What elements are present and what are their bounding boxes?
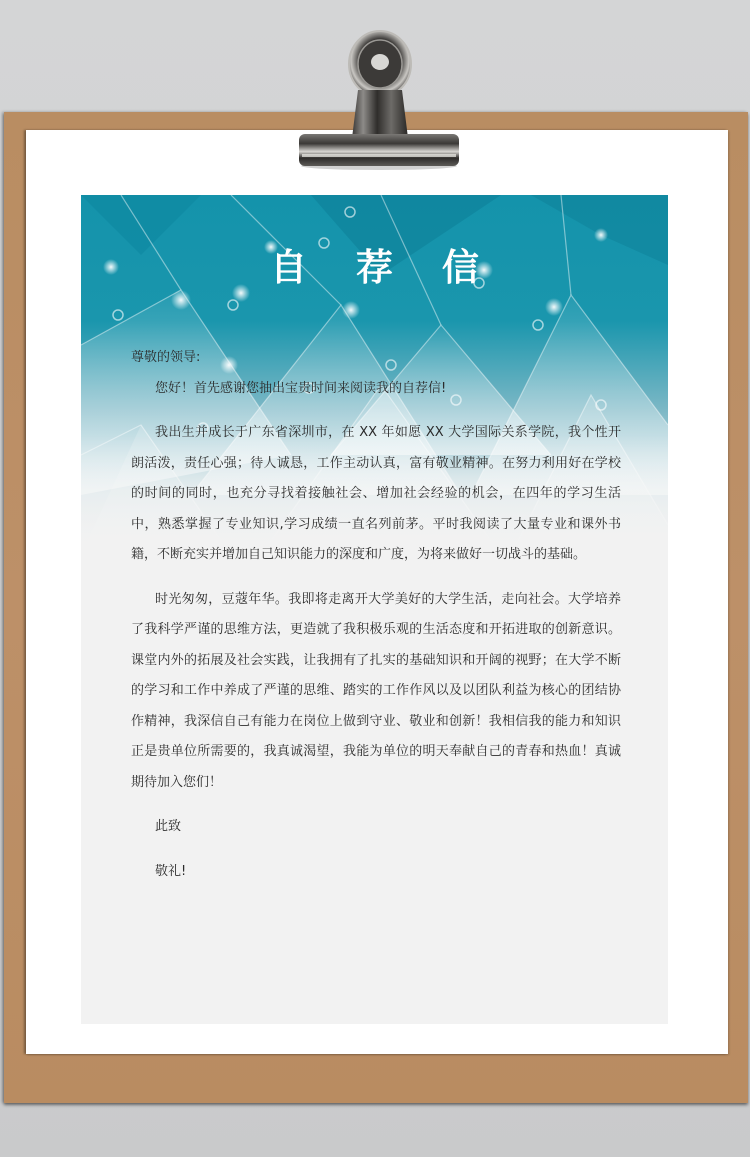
greeting: 您好！首先感谢您抽出宝贵时间来阅读我的自荐信!: [155, 380, 447, 396]
letter-body: [131, 343, 621, 887]
page-title: 自 荐 信: [270, 246, 497, 289]
paragraph-1: 我出生并成长于广东省深圳市，在 XX 年如愿 XX 大学国际关系学院，我个性开朗活泼，责任心强；待人诚恳，工作主动认真，富有敬业精神。在努力利用好在学校的时间的同时，也充分寻找着接触社会、增加社会经验的机会，在四年的学习生活中，熟悉掌握了专业知识,学习成绩一直名列前茅。平时我阅读了大量专业和课外书籍，不断充实并增加自己知识能力的深度和广度，为将来做好一切战斗的基础。: [131, 425, 621, 562]
closing-regards: 此致: [155, 819, 182, 834]
letter-panel: [81, 195, 668, 1024]
binder-clip-icon: [296, 26, 462, 170]
paragraph-2: 时光匆匆，豆蔻年华。我即将走离开大学美好的大学生活，走向社会。大学培养了我科学严谨的思维方法，更造就了我积极乐观的生活态度和开拓进取的创新意识。课堂内外的拓展及社会实践，让我拥有了扎实的基础知识和开阔的视野；在大学不断的学习和工作中养成了严谨的思维、踏实的工作作风以及以团队利益为核心的团结协作精神，我深信自己有能力在岗位上做到守业、敬业和创新！我相信我的能力和知识正是贵单位所需要的，我真诚渴望，我能为单位的明天奉献自己的青春和热血！真诚期待加入您们！: [131, 591, 621, 790]
closing-salute: 敬礼!: [155, 863, 187, 879]
salutation: 尊敬的领导:: [131, 350, 201, 365]
